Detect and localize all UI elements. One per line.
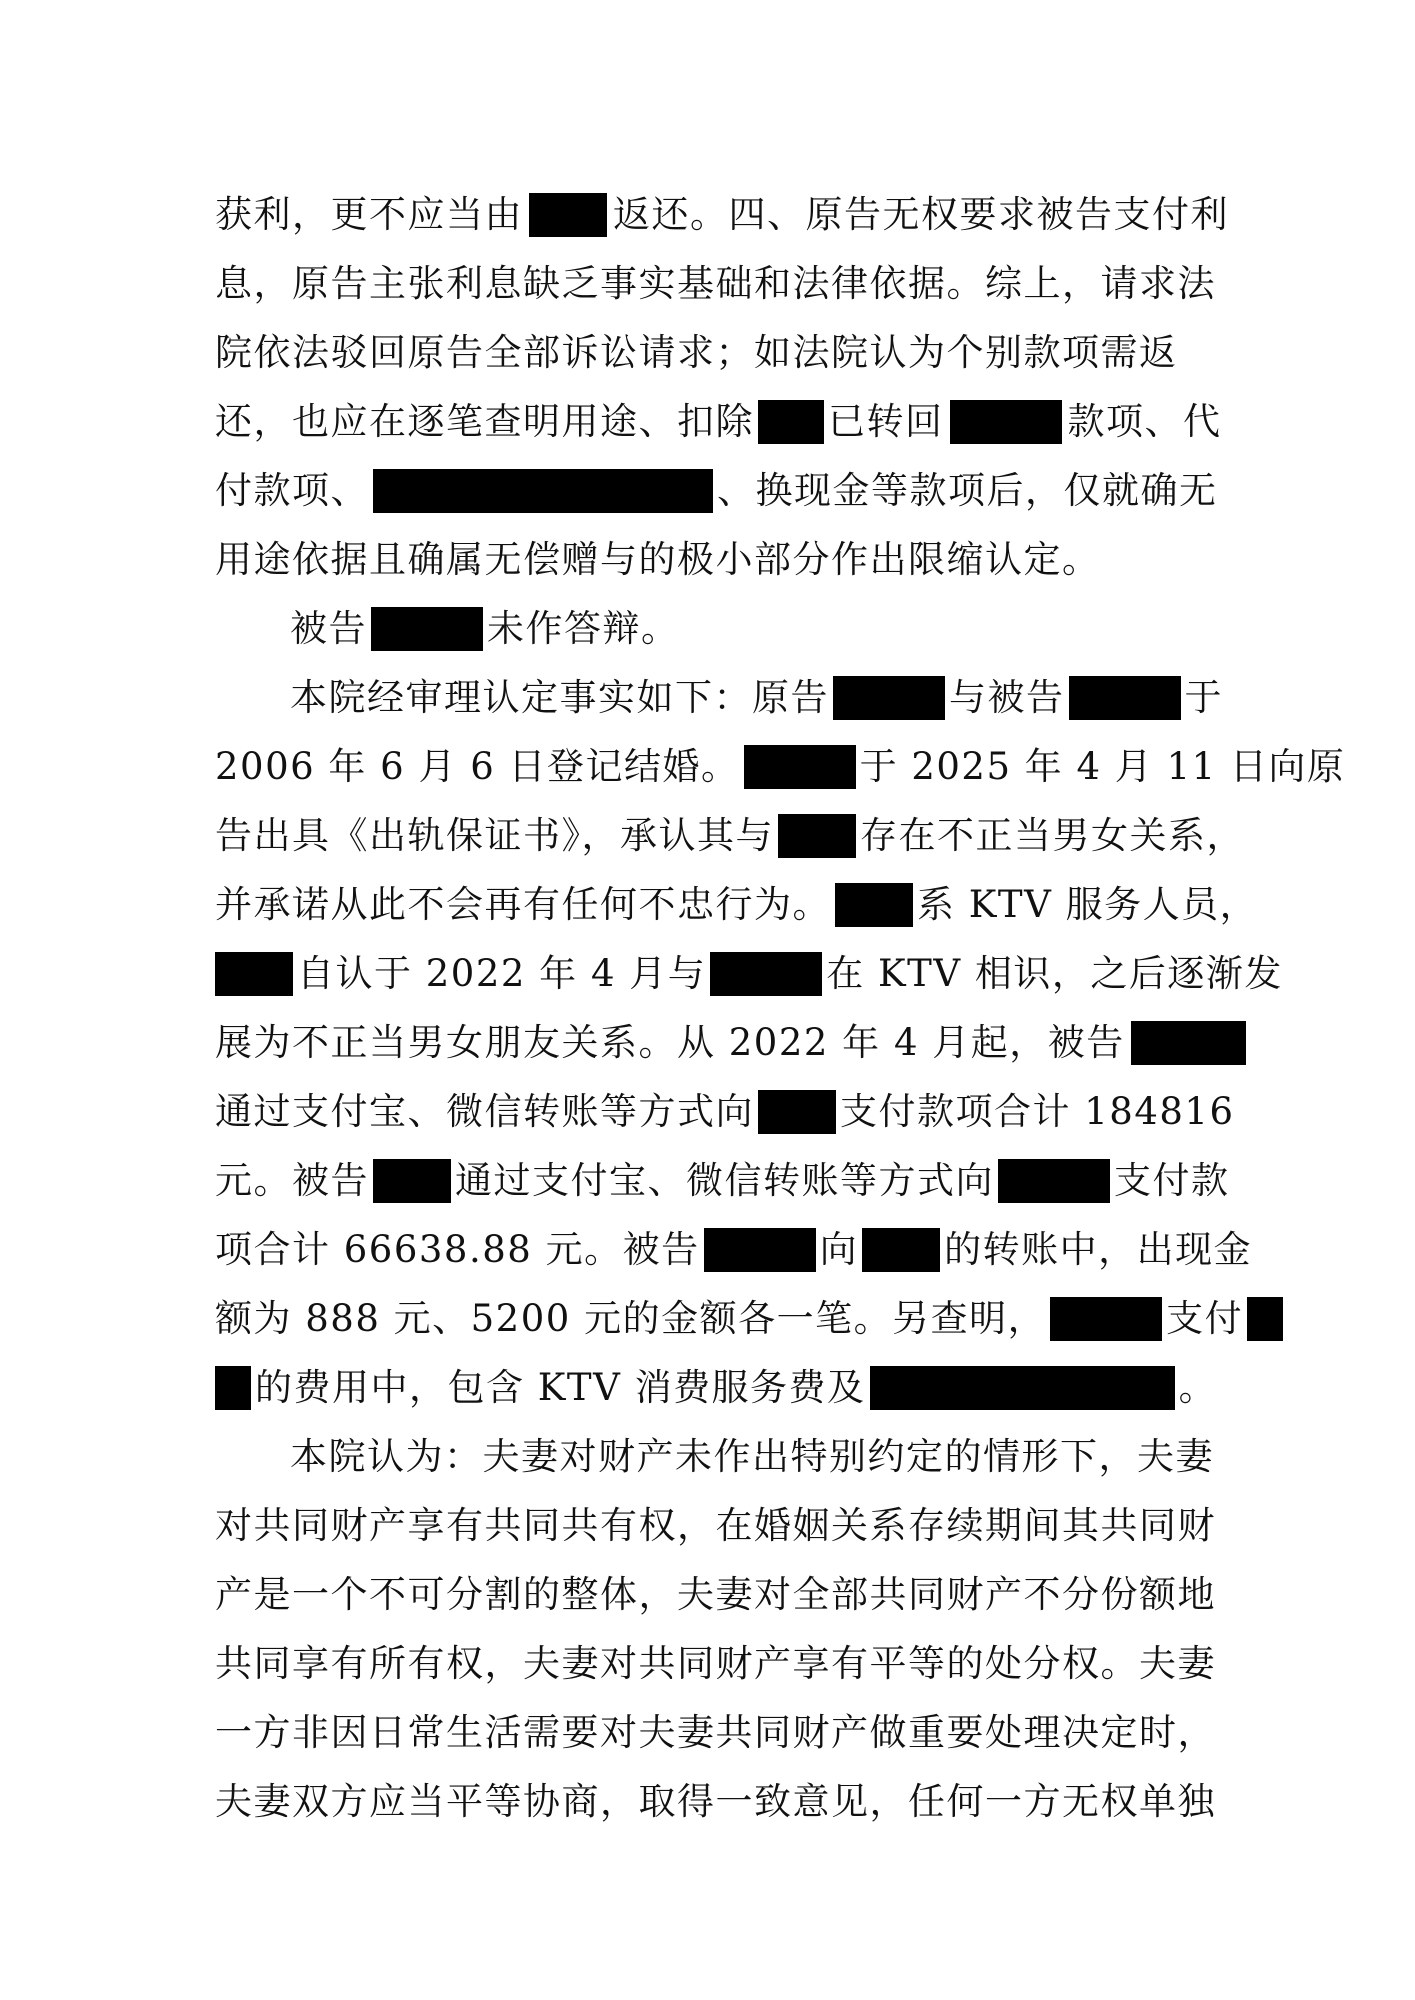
redaction-block bbox=[373, 469, 713, 513]
text-line bbox=[215, 801, 1245, 871]
redaction-block bbox=[1131, 1021, 1246, 1065]
text-segment: 。 bbox=[1178, 1366, 1218, 1409]
redaction-block bbox=[373, 1159, 451, 1203]
text-line bbox=[290, 663, 1223, 733]
redaction-block bbox=[704, 1228, 816, 1272]
text-segment: 系 KTV 服务人员， bbox=[917, 883, 1259, 926]
redaction-block bbox=[1069, 676, 1181, 720]
text-line bbox=[215, 1008, 1246, 1078]
text-segment: 的费用中，包含 KTV 消费服务费及 bbox=[255, 1366, 866, 1409]
redaction-block bbox=[215, 952, 293, 996]
text-segment: 的转账中，出现金 bbox=[944, 1228, 1253, 1271]
text-segment: 存在不正当男女关系， bbox=[860, 814, 1245, 857]
text-line bbox=[215, 732, 1345, 802]
text-segment: 项合计 66638.88 元。被告 bbox=[215, 1228, 700, 1271]
text-segment: 对共同财产享有共同共有权，在婚姻关系存续期间其共同财 bbox=[215, 1504, 1216, 1547]
text-line bbox=[215, 525, 1101, 595]
redaction-block bbox=[862, 1228, 940, 1272]
redaction-block bbox=[744, 745, 856, 789]
text-segment: 在 KTV 相识，之后逐渐发 bbox=[826, 952, 1283, 995]
redaction-block bbox=[758, 1090, 836, 1134]
text-segment: 向 bbox=[819, 1228, 859, 1271]
text-segment: 、换现金等款项后，仅就确无 bbox=[717, 469, 1218, 512]
redaction-block bbox=[950, 400, 1062, 444]
redaction-block bbox=[870, 1366, 1175, 1410]
redaction-block bbox=[758, 400, 824, 444]
redaction-block bbox=[778, 814, 856, 858]
text-segment: 支付 bbox=[1166, 1297, 1244, 1340]
text-line bbox=[215, 387, 1222, 457]
text-segment: 通过支付宝、微信转账等方式向 bbox=[215, 1090, 754, 1133]
redaction-block bbox=[1247, 1297, 1283, 1341]
text-segment: 未作答辩。 bbox=[487, 607, 680, 650]
text-line bbox=[290, 1422, 1214, 1492]
text-segment: 支付款 bbox=[1114, 1159, 1230, 1202]
text-segment: 一方非因日常生活需要对夫妻共同财产做重要处理决定时， bbox=[215, 1711, 1216, 1754]
text-segment: 院依法驳回原告全部诉讼请求；如法院认为个别款项需返 bbox=[215, 331, 1178, 374]
redaction-block bbox=[833, 676, 945, 720]
text-line bbox=[215, 1215, 1252, 1285]
text-line bbox=[215, 1077, 1235, 1147]
text-line bbox=[215, 180, 1229, 250]
redaction-block bbox=[835, 883, 913, 927]
text-segment: 息，原告主张利息缺乏事实基础和法律依据。综上，请求法 bbox=[215, 262, 1216, 305]
redaction-block bbox=[998, 1159, 1110, 1203]
text-line bbox=[215, 1767, 1216, 1837]
redaction-block bbox=[1050, 1297, 1162, 1341]
redaction-block bbox=[529, 193, 607, 237]
text-line bbox=[215, 1284, 1283, 1354]
redaction-block bbox=[710, 952, 822, 996]
text-segment: 还，也应在逐笔查明用途、扣除 bbox=[215, 400, 754, 443]
text-segment: 与被告 bbox=[949, 676, 1065, 719]
text-segment: 2006 年 6 月 6 日登记结婚。 bbox=[215, 745, 740, 788]
text-segment: 通过支付宝、微信转账等方式向 bbox=[455, 1159, 994, 1202]
text-line bbox=[215, 1629, 1216, 1699]
text-segment: 本院认为：夫妻对财产未作出特别约定的情形下，夫妻 bbox=[290, 1435, 1214, 1478]
text-segment: 告出具《出轨保证书》，承认其与 bbox=[215, 814, 774, 857]
text-segment: 付款项、 bbox=[215, 469, 369, 512]
text-segment: 已转回 bbox=[828, 400, 944, 443]
text-segment: 获利，更不应当由 bbox=[215, 193, 523, 236]
text-line bbox=[215, 456, 1218, 526]
text-segment: 于 bbox=[1184, 676, 1223, 719]
text-segment: 并承诺从此不会再有任何不忠行为。 bbox=[215, 883, 831, 926]
text-segment: 元。被告 bbox=[215, 1159, 369, 1202]
text-line bbox=[215, 870, 1258, 940]
text-line bbox=[215, 1353, 1217, 1423]
text-segment: 夫妻双方应当平等协商，取得一致意见，任何一方无权单独 bbox=[215, 1780, 1216, 1823]
text-line bbox=[215, 1491, 1216, 1561]
redaction-block bbox=[215, 1366, 251, 1410]
text-segment: 产是一个不可分割的整体，夫妻对全部共同财产不分份额地 bbox=[215, 1573, 1216, 1616]
text-segment: 展为不正当男女朋友关系。从 2022 年 4 月起，被告 bbox=[215, 1021, 1125, 1064]
text-segment: 自认于 2022 年 4 月与 bbox=[297, 952, 707, 995]
text-line bbox=[215, 249, 1216, 319]
text-line bbox=[290, 594, 680, 664]
text-segment: 本院经审理认定事实如下：原告 bbox=[290, 676, 829, 719]
text-line bbox=[215, 939, 1283, 1009]
text-line bbox=[215, 1146, 1230, 1216]
text-line bbox=[215, 1698, 1216, 1768]
text-segment: 款项、代 bbox=[1067, 400, 1222, 443]
text-segment: 于 2025 年 4 月 11 日向原 bbox=[859, 745, 1346, 788]
text-segment: 支付款项合计 184816 bbox=[840, 1090, 1235, 1133]
text-line bbox=[215, 1560, 1216, 1630]
text-segment: 被告 bbox=[290, 607, 367, 650]
text-segment: 用途依据且确属无偿赠与的极小部分作出限缩认定。 bbox=[215, 538, 1101, 581]
text-segment: 返还。四、原告无权要求被告支付利 bbox=[613, 193, 1229, 236]
text-segment: 共同享有所有权，夫妻对共同财产享有平等的处分权。夫妻 bbox=[215, 1642, 1216, 1685]
text-line bbox=[215, 318, 1178, 388]
text-segment: 额为 888 元、5200 元的金额各一笔。另查明， bbox=[215, 1297, 1047, 1340]
redaction-block bbox=[371, 607, 483, 651]
